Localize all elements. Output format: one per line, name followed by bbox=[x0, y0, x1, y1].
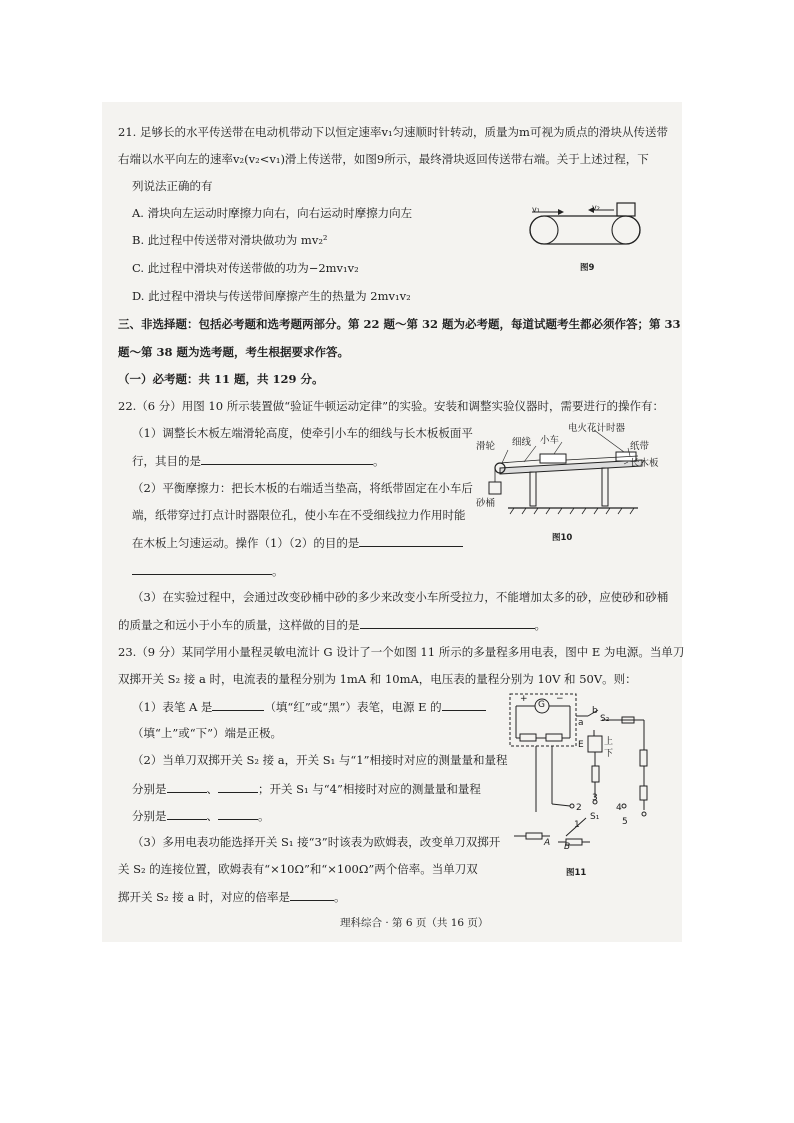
q22-part3-end: 。 bbox=[534, 618, 546, 632]
fig11-n4-label: 4 bbox=[616, 803, 622, 813]
q23-part2-sep-a: 、 bbox=[206, 782, 218, 796]
q21-option-a: A. 滑块向左运动时摩擦力向右，向右运动时摩擦力向左 bbox=[132, 206, 413, 220]
q22-part2-line1: （2）平衡摩擦力：把长木板的右端适当垫高，将纸带固定在小车后 bbox=[132, 481, 473, 495]
q22-part3-line1: （3）在实验过程中，会通过改变砂桶中砂的多少来改变小车所受拉力，不能增加太多的砂，应使砂和砂桶 bbox=[132, 590, 669, 604]
fig11-a-label: a bbox=[578, 718, 584, 728]
q23-part3-line1: （3）多用电表功能选择开关 S₁ 接“3”时该表为欧姆表，改变单刀双掷开 bbox=[132, 835, 501, 849]
q23-part1-text-a: （1）表笔 A 是 bbox=[132, 700, 213, 714]
fig11-g-label: G bbox=[538, 700, 545, 710]
figure-10-apparatus bbox=[478, 420, 646, 522]
fig10-string-label: 细线 bbox=[512, 437, 532, 448]
q23-part2-text-c: 分别是 bbox=[132, 809, 167, 823]
fig10-cart-label: 小车 bbox=[540, 435, 560, 446]
q22-answer-blank-2b[interactable] bbox=[132, 562, 272, 575]
fig11-n5-label: 5 bbox=[622, 817, 628, 827]
q21-line2: 右端以水平向左的速率v₂(v₂<v₁)滑上传送带，如图9所示，最终滑块返回传送带右端。关于上述过程，下 bbox=[118, 152, 649, 166]
q22-part1-end: 。 bbox=[373, 454, 385, 468]
q23-part2-sep-b: 、 bbox=[206, 809, 218, 823]
fig11-e-label: E bbox=[578, 740, 584, 750]
q23-answer-blank-2[interactable] bbox=[442, 698, 486, 711]
q22-answer-blank-1[interactable] bbox=[201, 452, 373, 465]
fig10-board-label: 长木板 bbox=[630, 458, 659, 469]
q23-answer-blank-6[interactable] bbox=[218, 807, 258, 820]
q21-option-b: B. 此过程中传送带对滑块做功为 mv₂² bbox=[132, 233, 328, 247]
q23-part1-line1 bbox=[132, 698, 486, 715]
q23-answer-blank-7[interactable] bbox=[290, 888, 334, 901]
fig9-v2-label: v₂ bbox=[592, 203, 600, 212]
section3-line1: 三、非选择题：包括必考题和选考题两部分。第 22 题～第 32 题为必考题，每道试题考生都必须作答；第 33 bbox=[118, 317, 681, 331]
q23-line1: 23.（9 分）某同学用小量程灵敏电流计 G 设计了一个如图 11 所示的多量程多用电表，图中 E 为电源。当单刀 bbox=[118, 645, 685, 659]
fig10-pulley-label: 滑轮 bbox=[476, 441, 496, 452]
q22-part1-line2 bbox=[132, 452, 385, 469]
q23-part2-end: 。 bbox=[258, 809, 270, 823]
q23-part3-text: 掷开关 S₂ 接 a 时，对应的倍率是 bbox=[118, 890, 290, 904]
fig11-down-label: 下 bbox=[604, 749, 614, 759]
q22-answer-blank-3[interactable] bbox=[360, 616, 535, 629]
q23-answer-blank-3[interactable] bbox=[167, 780, 207, 793]
fig10-bucket-label: 砂桶 bbox=[476, 498, 496, 509]
q22-part2-line4 bbox=[132, 562, 284, 579]
section3-subheading: （一）必考题：共 11 题，共 129 分。 bbox=[118, 372, 324, 386]
q23-answer-blank-4[interactable] bbox=[218, 780, 258, 793]
fig10-timer-label: 电火花计时器 bbox=[568, 423, 626, 434]
q22-part1-line1: （1）调整长木板左端滑轮高度，使牵引小车的细线与长木板板面平 bbox=[132, 426, 473, 440]
fig11-n1-label: 1 bbox=[574, 820, 580, 830]
fig11-s1-label: S₁ bbox=[590, 812, 600, 822]
fig11-plus-label: + bbox=[520, 694, 528, 704]
q22-part2-line2: 端，纸带穿过打点计时器限位孔，使小车在不受细线拉力作用时能 bbox=[132, 508, 466, 522]
q23-part2-line3 bbox=[132, 807, 270, 824]
q21-option-d: D. 此过程中滑块与传送带间摩擦产生的热量为 2mv₁v₂ bbox=[132, 289, 411, 303]
q22-part2-text: 在木板上匀速运动。操作（1）（2）的目的是 bbox=[132, 536, 360, 550]
q23-part2-line2 bbox=[132, 780, 481, 797]
q21-option-c: C. 此过程中滑块对传送带做的功为−2mv₁v₂ bbox=[132, 261, 359, 275]
fig11-probe-b-label: B bbox=[564, 842, 571, 852]
q23-answer-blank-1[interactable] bbox=[212, 698, 264, 711]
fig11-probe-a-label: A bbox=[544, 838, 551, 848]
fig11-n3-label: 3 bbox=[592, 793, 598, 803]
fig11-b-label: b bbox=[592, 706, 598, 716]
q23-part2-text-b: ；开关 S₁ 与“4”相接时对应的测量量和量程 bbox=[258, 782, 481, 796]
q23-part3-line3 bbox=[118, 888, 345, 905]
q22-part3-text: 的质量之和远小于小车的质量，这样做的目的是 bbox=[118, 618, 360, 632]
q23-part2-line1: （2）当单刀双掷开关 S₂ 接 a，开关 S₁ 与“1”相接时对应的测量量和量程 bbox=[132, 753, 508, 767]
fig10-tape-label: 纸带 bbox=[630, 441, 650, 452]
fig10-caption: 图10 bbox=[552, 533, 573, 543]
fig9-caption: 图9 bbox=[580, 263, 595, 273]
section3-line2: 题～第 38 题为选考题，考生根据要求作答。 bbox=[118, 345, 350, 359]
q22-part2-end: 。 bbox=[272, 564, 284, 578]
q22-part1-text: 行，其目的是 bbox=[132, 454, 201, 468]
q23-part3-end: 。 bbox=[333, 890, 346, 904]
figure-11-circuit bbox=[506, 690, 652, 856]
page-footer: 理科综合 · 第 6 页（共 16 页） bbox=[340, 917, 489, 929]
q21-line3: 列说法正确的有 bbox=[132, 179, 213, 193]
figure-9-conveyor bbox=[526, 198, 646, 250]
q21-line1: 21. 足够长的水平传送带在电动机带动下以恒定速率v₁匀速顺时针转动，质量为m可视为质点的滑块从传送带 bbox=[118, 125, 668, 139]
q22-part3-line2 bbox=[118, 616, 546, 633]
q23-answer-blank-5[interactable] bbox=[167, 807, 207, 820]
fig11-minus-label: − bbox=[556, 694, 564, 704]
q23-line2: 双掷开关 S₂ 接 a 时，电流表的量程分别为 1mA 和 10mA，电压表的量程分别为 10V 和 50V。则： bbox=[118, 672, 637, 686]
q23-part3-line2: 关 S₂ 的连接位置，欧姆表有“×10Ω”和“×100Ω”两个倍率。当单刀双 bbox=[118, 862, 478, 876]
q23-part1-line2: （填“上”或“下”）端是正极。 bbox=[132, 726, 283, 740]
q23-part1-text-b: （填“红”或“黑”）表笔，电源 E 的 bbox=[264, 700, 442, 714]
fig11-caption: 图11 bbox=[566, 868, 587, 878]
q22-part2-line3 bbox=[132, 534, 463, 551]
fig9-v1-label: v₁ bbox=[532, 205, 540, 214]
fig11-n2-label: 2 bbox=[576, 803, 582, 813]
q22-line1: 22.（6 分）用图 10 所示装置做“验证牛顿运动定律”的实验。安装和调整实验仪器时，需要进行的操作有： bbox=[118, 399, 664, 413]
q22-answer-blank-2[interactable] bbox=[359, 534, 463, 547]
fig11-s2-label: S₂ bbox=[600, 714, 610, 724]
fig11-up-label: 上 bbox=[604, 737, 614, 747]
q23-part2-text-a: 分别是 bbox=[132, 782, 167, 796]
